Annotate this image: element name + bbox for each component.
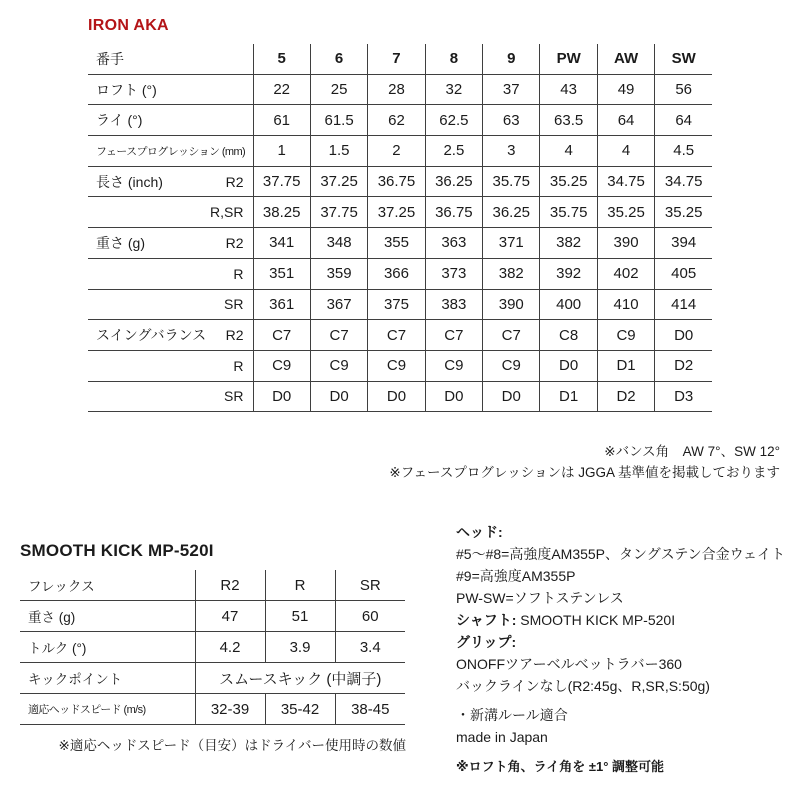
row-label: ロフト (°): [96, 81, 157, 98]
value-cell: 61: [253, 105, 310, 136]
value-cell: 3.9: [265, 632, 335, 663]
spec-text-block: [456, 521, 798, 778]
value-cell: D0: [253, 381, 310, 412]
value-cell: 410: [597, 289, 654, 320]
value-cell: 392: [540, 258, 597, 289]
column-header-cell: PW: [540, 44, 597, 74]
grip-spec-line: バックラインなし(R2:45g、R,SR,S:50g): [456, 678, 710, 694]
value-cell: D2: [597, 381, 654, 412]
value-cell: 4.2: [195, 632, 265, 663]
value-cell: 37.25: [310, 166, 367, 197]
value-cell: 63: [483, 105, 540, 136]
row-label-cell: [88, 74, 253, 105]
table-row: [88, 289, 712, 320]
value-cell: C8: [540, 320, 597, 351]
value-cell: C9: [597, 320, 654, 351]
value-cell: 2: [368, 136, 425, 167]
value-cell: 47: [195, 601, 265, 632]
face-progression-note: ※フェースプログレッションは JGGA 基準値を掲載しております: [389, 465, 780, 480]
row-label-cell: [88, 136, 253, 167]
value-cell: C9: [483, 350, 540, 381]
head-spec-heading: [456, 521, 798, 543]
row-label-cell: [88, 105, 253, 136]
value-cell: D1: [597, 350, 654, 381]
column-header-cell: 5: [253, 44, 310, 74]
value-cell: C9: [425, 350, 482, 381]
value-cell: 35.25: [540, 166, 597, 197]
value-cell: 38.25: [253, 197, 310, 228]
value-cell: 35.75: [483, 166, 540, 197]
row-label-cell: [88, 197, 253, 228]
flex-sub-label: R2: [225, 327, 244, 344]
table-row: [88, 166, 712, 197]
table-row: [88, 105, 712, 136]
value-cell: 38-45: [335, 694, 405, 725]
value-cell: D2: [655, 350, 712, 381]
value-cell: 61.5: [310, 105, 367, 136]
value-cell: 373: [425, 258, 482, 289]
head-spec-line: #9=高強度AM355P: [456, 568, 576, 584]
table-header-row: [20, 570, 405, 601]
value-cell: 28: [368, 74, 425, 105]
value-cell: C7: [483, 320, 540, 351]
value-cell: 63.5: [540, 105, 597, 136]
made-in-japan-line: made in Japan: [456, 729, 548, 745]
value-cell: 51: [265, 601, 335, 632]
value-cell: 60: [335, 601, 405, 632]
table-row: [88, 350, 712, 381]
table-row: [20, 663, 405, 694]
row-label: トルク (°): [28, 641, 87, 656]
value-cell: 35.25: [597, 197, 654, 228]
bounce-angle-note: ※バンス角 AW 7°、SW 12°: [604, 444, 780, 459]
value-cell: 375: [368, 289, 425, 320]
value-cell: 359: [310, 258, 367, 289]
row-label: 重さ (g): [28, 610, 76, 625]
value-cell: 363: [425, 228, 482, 259]
value-cell: 3: [483, 136, 540, 167]
row-label: 重さ (g): [96, 234, 145, 251]
value-cell: 341: [253, 228, 310, 259]
value-cell: 37.75: [310, 197, 367, 228]
value-cell: 32-39: [195, 694, 265, 725]
value-cell: D0: [310, 381, 367, 412]
row-label-cell: [88, 258, 253, 289]
value-cell: D3: [655, 381, 712, 412]
column-header-cell: SW: [655, 44, 712, 74]
flex-sub-label: R,SR: [210, 204, 244, 221]
value-cell: 62: [368, 105, 425, 136]
iron-spec-table: [88, 44, 712, 412]
value-cell: D0: [483, 381, 540, 412]
row-label: フレックス: [28, 579, 95, 594]
table-row: [88, 136, 712, 167]
column-header-cell: R: [265, 570, 335, 601]
flex-sub-label: R2: [225, 173, 244, 190]
row-label-cell: [88, 289, 253, 320]
value-cell: 64: [655, 105, 712, 136]
table-row: [20, 601, 405, 632]
grip-spec-heading: [456, 631, 798, 653]
value-cell: 36.75: [425, 197, 482, 228]
row-label: キックポイント: [28, 672, 123, 687]
head-speed-note: ※適応ヘッドスピード（目安）はドライバー使用時の数値: [58, 738, 406, 753]
shaft-table-title: SMOOTH KICK MP-520I: [20, 541, 214, 560]
value-cell: D0: [425, 381, 482, 412]
row-label: フェースプログレッション (mm): [96, 145, 246, 158]
value-cell: 355: [368, 228, 425, 259]
table-row: [88, 74, 712, 105]
value-cell: 43: [540, 74, 597, 105]
value-cell: 36.75: [368, 166, 425, 197]
value-cell: 37.75: [253, 166, 310, 197]
shaft-spec-table: [20, 570, 405, 725]
row-label: 番手: [96, 50, 124, 67]
row-label-cell: [88, 166, 253, 197]
head-spec-line: PW-SW=ソフトステンレス: [456, 590, 624, 606]
header-label-cell: [88, 44, 253, 74]
column-header-cell: AW: [597, 44, 654, 74]
value-cell: 34.75: [655, 166, 712, 197]
value-cell: 56: [655, 74, 712, 105]
value-cell: 394: [655, 228, 712, 259]
value-cell: 64: [597, 105, 654, 136]
table-header-row: [88, 44, 712, 74]
head-spec-line: #5～#8=高強度AM355P、タングステン合金ウェイト: [456, 546, 786, 562]
value-cell: C7: [425, 320, 482, 351]
value-cell: 390: [597, 228, 654, 259]
flex-sub-label: SR: [224, 296, 244, 313]
row-label-cell: [88, 320, 253, 351]
value-cell: 4: [540, 136, 597, 167]
loft-lie-adjust-note: ※ロフト角、ライ角を ±1° 調整可能: [456, 759, 665, 774]
value-cell: 36.25: [425, 166, 482, 197]
head-label: ヘッド:: [456, 524, 503, 540]
row-label: 適応ヘッドスピード (m/s): [28, 704, 146, 716]
grip-label: グリップ:: [456, 634, 517, 650]
value-cell: 400: [540, 289, 597, 320]
column-header-cell: 7: [368, 44, 425, 74]
value-cell: 390: [483, 289, 540, 320]
row-label-cell: [88, 228, 253, 259]
value-cell: 35.25: [655, 197, 712, 228]
column-header-cell: SR: [335, 570, 405, 601]
iron-table-title: IRON AKA: [88, 17, 169, 34]
merged-value-cell: スムースキック (中調子): [195, 663, 405, 694]
shaft-label: シャフト:: [456, 612, 517, 628]
row-label: スイングバランス: [96, 327, 207, 344]
row-label-cell: [20, 601, 195, 632]
value-cell: 32: [425, 74, 482, 105]
value-cell: 366: [368, 258, 425, 289]
value-cell: 62.5: [425, 105, 482, 136]
header-label-cell: [20, 570, 195, 601]
value-cell: 402: [597, 258, 654, 289]
value-cell: 1: [253, 136, 310, 167]
row-label: ライ (°): [96, 112, 143, 129]
column-header-cell: 9: [483, 44, 540, 74]
value-cell: 25: [310, 74, 367, 105]
value-cell: 36.25: [483, 197, 540, 228]
value-cell: 382: [483, 258, 540, 289]
value-cell: 35.75: [540, 197, 597, 228]
value-cell: C7: [368, 320, 425, 351]
flex-sub-label: R: [233, 265, 244, 282]
value-cell: D0: [368, 381, 425, 412]
row-label-cell: [20, 694, 195, 725]
value-cell: D1: [540, 381, 597, 412]
column-header-cell: 8: [425, 44, 482, 74]
flex-sub-label: R: [233, 357, 244, 374]
value-cell: 37: [483, 74, 540, 105]
flex-sub-label: R2: [225, 234, 244, 251]
value-cell: 351: [253, 258, 310, 289]
flex-sub-label: SR: [224, 388, 244, 405]
value-cell: 361: [253, 289, 310, 320]
shaft-spec-line: [456, 609, 798, 631]
table-row: [88, 258, 712, 289]
grip-spec-line: ONOFFツアーベルベットラバー360: [456, 656, 682, 672]
row-label-cell: [20, 632, 195, 663]
table-row: [88, 228, 712, 259]
iron-table-notes: [389, 441, 780, 483]
table-row: [20, 632, 405, 663]
value-cell: 3.4: [335, 632, 405, 663]
value-cell: 367: [310, 289, 367, 320]
value-cell: 371: [483, 228, 540, 259]
value-cell: D0: [655, 320, 712, 351]
value-cell: D0: [540, 350, 597, 381]
value-cell: 22: [253, 74, 310, 105]
table-row: [88, 381, 712, 412]
row-label: 長さ (inch): [96, 173, 163, 190]
value-cell: 4: [597, 136, 654, 167]
value-cell: C9: [368, 350, 425, 381]
value-cell: 49: [597, 74, 654, 105]
table-row: [88, 197, 712, 228]
value-cell: 35-42: [265, 694, 335, 725]
row-label-cell: [88, 381, 253, 412]
row-label-cell: [20, 663, 195, 694]
value-cell: C9: [310, 350, 367, 381]
table-row: [20, 694, 405, 725]
column-header-cell: 6: [310, 44, 367, 74]
value-cell: 1.5: [310, 136, 367, 167]
value-cell: 37.25: [368, 197, 425, 228]
value-cell: 4.5: [655, 136, 712, 167]
value-cell: 414: [655, 289, 712, 320]
groove-rule-line: ・新溝ルール適合: [456, 707, 568, 723]
value-cell: 405: [655, 258, 712, 289]
value-cell: C9: [253, 350, 310, 381]
table-row: [88, 320, 712, 351]
column-header-cell: R2: [195, 570, 265, 601]
value-cell: 2.5: [425, 136, 482, 167]
value-cell: 348: [310, 228, 367, 259]
row-label-cell: [88, 350, 253, 381]
shaft-name: SMOOTH KICK MP-520I: [520, 612, 676, 628]
value-cell: C7: [253, 320, 310, 351]
value-cell: 34.75: [597, 166, 654, 197]
value-cell: C7: [310, 320, 367, 351]
value-cell: 383: [425, 289, 482, 320]
value-cell: 382: [540, 228, 597, 259]
